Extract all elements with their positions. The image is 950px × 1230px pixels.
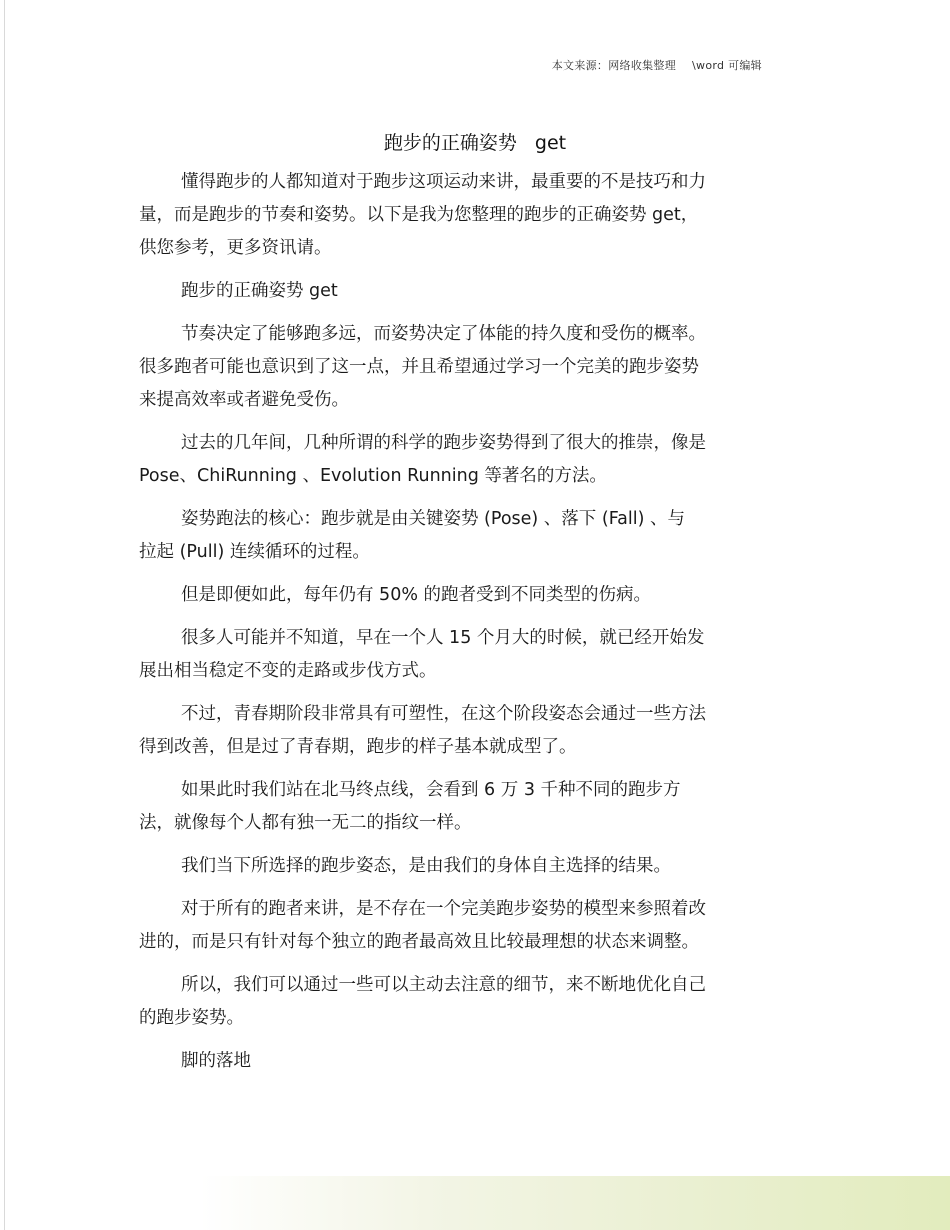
paragraph <box>139 427 811 493</box>
paragraph-line: 懂得跑步的人都知道对于跑步这项运动来讲，最重要的不是技巧和力 <box>181 172 706 192</box>
paragraph-line: 展出相当稳定不变的走路或步伐方式。 <box>139 661 437 681</box>
paragraph <box>139 893 811 959</box>
paragraph-line: 过去的几年间，几种所谓的科学的跑步姿势得到了很大的推崇，像是 <box>181 433 706 453</box>
paragraph <box>139 622 811 688</box>
paragraph <box>139 969 811 1035</box>
paragraph-line: 脚的落地 <box>181 1051 251 1071</box>
header-note <box>552 57 762 73</box>
paragraph-line: 我们当下所选择的跑步姿态，是由我们的身体自主选择的结果。 <box>181 856 671 876</box>
title-suffix: get <box>534 132 567 154</box>
title-main: 跑步的正确姿势 <box>383 132 517 154</box>
paragraph-line: Pose、ChiRunning 、Evolution Running 等著名的方法。 <box>139 466 607 486</box>
paragraph-line: 来提高效率或者避免受伤。 <box>139 390 349 410</box>
paragraph-line: 供您参考，更多资讯请。 <box>139 238 332 258</box>
paragraph <box>139 579 811 612</box>
header-editable: \word 可编辑 <box>692 59 762 72</box>
header-source: 本文来源：网络收集整理 <box>551 59 677 72</box>
paragraph-line: 进的，而是只有针对每个独立的跑者最高效且比较最理想的状态来调整。 <box>139 932 699 952</box>
paragraph-line: 如果此时我们站在北马终点线，会看到 6 万 3 千种不同的跑步方 <box>181 780 681 800</box>
paragraph-line: 量，而是跑步的节奏和姿势。以下是我为您整理的跑步的正确姿势 get， <box>139 205 699 225</box>
paragraph-line: 所以，我们可以通过一些可以主动去注意的细节，来不断地优化自己 <box>181 975 706 995</box>
paragraph-line: 但是即便如此，每年仍有 50% 的跑者受到不同类型的伤病。 <box>181 585 652 605</box>
paragraph-line: 法，就像每个人都有独一无二的指纹一样。 <box>139 813 472 833</box>
page-left-edge <box>4 0 5 1230</box>
bottom-decoration <box>200 1176 950 1230</box>
paragraph <box>139 774 811 840</box>
paragraph-line: 跑步的正确姿势 get <box>181 281 338 301</box>
paragraph <box>139 166 811 265</box>
paragraph <box>139 275 811 308</box>
paragraph-line: 姿势跑法的核心：跑步就是由关键姿势 (Pose) 、落下 (Fall) 、与 <box>181 509 685 529</box>
paragraph-line: 对于所有的跑者来讲，是不存在一个完美跑步姿势的模型来参照着改 <box>181 899 706 919</box>
paragraph-line: 拉起 (Pull) 连续循环的过程。 <box>139 542 370 562</box>
document-body <box>139 166 811 1088</box>
paragraph <box>139 698 811 764</box>
paragraph <box>139 318 811 417</box>
document-title <box>0 128 950 155</box>
paragraph-line: 的跑步姿势。 <box>139 1008 244 1028</box>
paragraph-line: 不过，青春期阶段非常具有可塑性，在这个阶段姿态会通过一些方法 <box>181 704 706 724</box>
paragraph <box>139 850 811 883</box>
paragraph <box>139 1045 811 1078</box>
paragraph-line: 节奏决定了能够跑多远，而姿势决定了体能的持久度和受伤的概率。 <box>181 324 706 344</box>
paragraph <box>139 503 811 569</box>
paragraph-line: 很多人可能并不知道，早在一个人 15 个月大的时候，就已经开始发 <box>181 628 705 648</box>
paragraph-line: 很多跑者可能也意识到了这一点，并且希望通过学习一个完美的跑步姿势 <box>139 357 699 377</box>
paragraph-line: 得到改善，但是过了青春期，跑步的样子基本就成型了。 <box>139 737 577 757</box>
